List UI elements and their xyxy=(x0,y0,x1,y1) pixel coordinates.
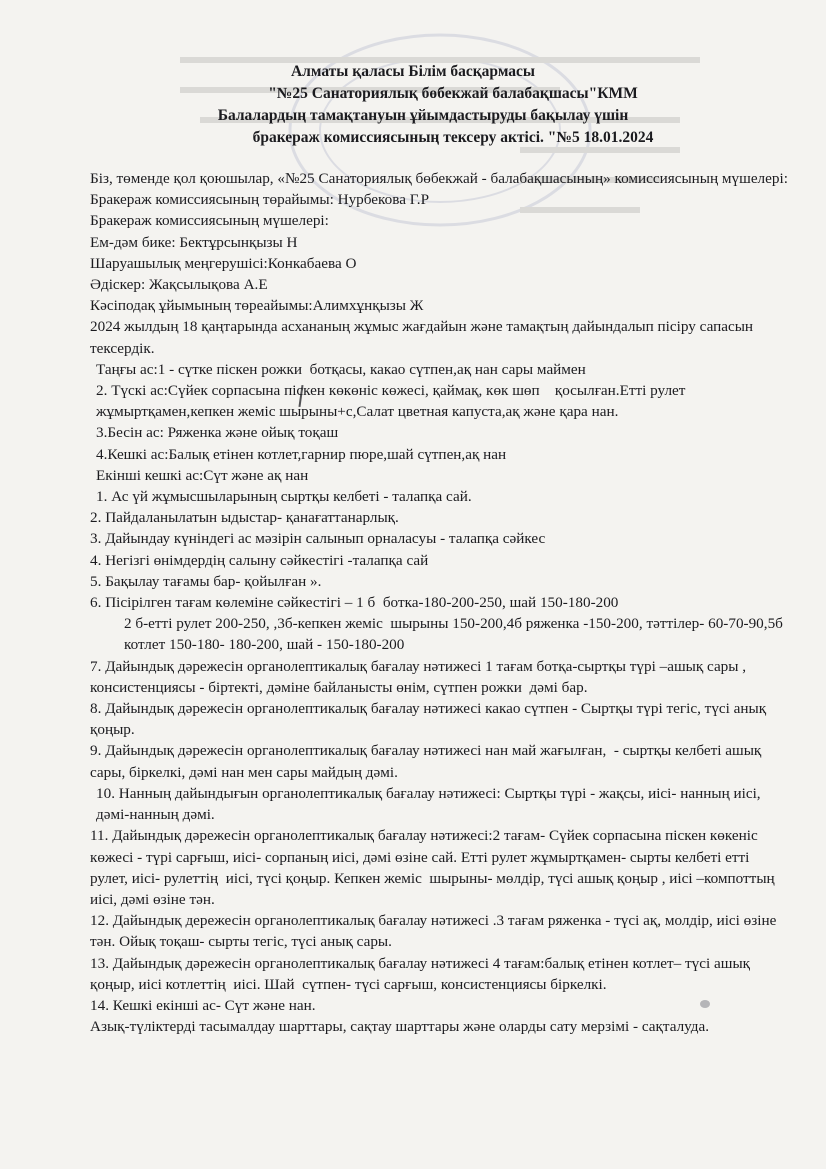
check-item-6-continued: 2 б-етті рулет 200-250, ,3б-кепкен жеміс шырыны 150-200,4б ряженка -150-200, тәттілер- 60-70-90,5б котлет 150-180- 180-200, шай - 150-180-200 xyxy=(124,615,787,654)
menu-snack: 3.Бесін ас: Ряженка және ойық тоқаш xyxy=(96,424,339,442)
check-item-2: 2. Пайдаланылатын ыдыстар- қанағаттанарлық. xyxy=(90,509,399,527)
member-nurse: Ем-дәм бике: Бектұрсынқызы Н xyxy=(90,233,298,251)
storage-conditions: Азық-түліктерді тасымалдау шарттары, сақтау шарттары және оларды сату мерзімі - сақталуда. xyxy=(90,1018,710,1036)
header-purpose: Балалардың тамақтануын ұйымдастыруды бақылау үшін xyxy=(217,107,629,124)
check-item-3: 3. Дайындау күніндегі ас мәзірін салынып орналасуы - талапқа сәйкес xyxy=(90,530,546,548)
menu-lunch: 2. Түскі ас:Сүйек сорпасына піскен көкөніс көжесі, қаймақ, көк шөп қосылған.Етті рулет жұмыртқамен,кепкен жеміс шырыны+с,Салат цветная капуста,ақ және қара нан. xyxy=(96,382,690,421)
header-kindergarten: "№25 Санаториялық бөбекжай балабақшасы"КММ xyxy=(268,85,638,102)
header-act-title: бракераж комиссиясының тексеру актісі. "№5 18.01.2024 xyxy=(252,129,654,146)
check-item-5: 5. Бақылау тағамы бар- қойылған ». xyxy=(90,572,322,590)
inspection-statement: 2024 жылдың 18 қаңтарында асхананың жұмыс жағдайын және тамақтың дайындалып пісіру сапасын тексердік. xyxy=(90,318,757,357)
menu-second-dinner: Екінші кешкі ас:Сүт және ақ нан xyxy=(96,466,309,484)
check-item-8: 8. Дайындық дәрежесін органолептикалық бағалау нәтижесі какао сүтпен - Сыртқы түрі тегіс, түсі анық қоңыр. xyxy=(90,700,774,739)
member-union-chair: Кәсіподақ ұйымының төреайымы:Алимхұнқызы Ж xyxy=(90,297,424,315)
check-item-14: 14. Кешкі екінші ас- Сүт және нан. xyxy=(90,996,316,1014)
member-methodist: Әдіскер: Жақсылықова А.Е xyxy=(90,276,268,294)
check-item-13: 13. Дайындық дәрежесін органолептикалық бағалау нәтижесі 4 тағам:балық етінен котлет– түсі ашық қоңыр, иісі котлеттің иісі. Шай сүтпен- түсі сарғыш, консистенциясы біркелкі. xyxy=(90,954,754,993)
menu-breakfast: Таңғы ас:1 - сүтке піскен рожки ботқасы, какао сүтпен,ақ нан сары маймен xyxy=(96,360,586,378)
check-item-10: 10. Нанның дайындығын органолептикалық бағалау нәтижесі: Сыртқы түрі - жақсы, иісі- нанның иісі, дәмі-нанның дәмі. xyxy=(96,784,765,824)
commission-chair: Бракераж комиссиясының төрайымы: Нурбекова Г.Р xyxy=(90,191,430,209)
menu-dinner: 4.Кешкі ас:Балық етінен котлет,гарнир пюре,шай сүтпен,ақ нан xyxy=(96,445,507,463)
check-item-11: 11. Дайындық дәрежесін органолептикалық бағалау нәтижесі:2 тағам- Сүйек сорпасына піскен көкеніс көжесі - түрі сарғыш, иісі- сорпаның иісі, дәмі өзіне сай. Етті рулет жұмыртқамен- сырты келбеті етті рулет, иісі- рулеттің иісі, түсі қоңыр. Кепкен жеміс шырыны- мөлдір, түсі ашық қоңыр , иісі –компоттың иісі, дәмі өзіне тән. xyxy=(90,827,779,908)
header-organization: Алматы қаласы Білім басқармасы xyxy=(290,63,536,80)
check-item-1: 1. Ас үй жұмысшыларының сыртқы келбеті - талапқа сай. xyxy=(96,488,472,506)
check-item-6: 6. Пісірілген тағам көлеміне сәйкестігі – 1 б ботка-180-200-250, шай 150-180-200 xyxy=(90,594,619,612)
commission-members-label: Бракераж комиссиясының мүшелері: xyxy=(90,212,329,230)
check-item-12: 12. Дайындық дережесін органолептикалық бағалау нәтижесі .3 тағам ряженка - түсі ақ, молдір, иісі өзіне тән. Ойық тоқаш- сырты тегіс, түсі анық сары. xyxy=(90,912,781,951)
document-body xyxy=(90,168,790,1037)
member-manager: Шаруашылық меңгерушісі:Конкабаева О xyxy=(90,254,357,272)
check-item-9: 9. Дайындық дәрежесін органолептикалық бағалау нәтижесі нан май жағылған, - сыртқы келбеті ашық сары, біркелкі, дәмі нан мен сары майдың дәмі. xyxy=(90,742,766,781)
check-item-4: 4. Негізгі өнімдердің салыну сәйкестігі -талапқа сай xyxy=(90,551,429,569)
check-item-7: 7. Дайындық дәрежесін органолептикалық бағалау нәтижесі 1 тағам ботқа-сыртқы түрі –ашық сары , консистенциясы - біртекті, дәміне байланысты өнім, сүтпен рожки дәмі бар. xyxy=(90,657,750,696)
intro-paragraph: Біз, төменде қол қоюшылар, «№25 Санаториялық бөбекжай - балабақшасының» комиссиясының мүшелері: xyxy=(90,170,788,187)
